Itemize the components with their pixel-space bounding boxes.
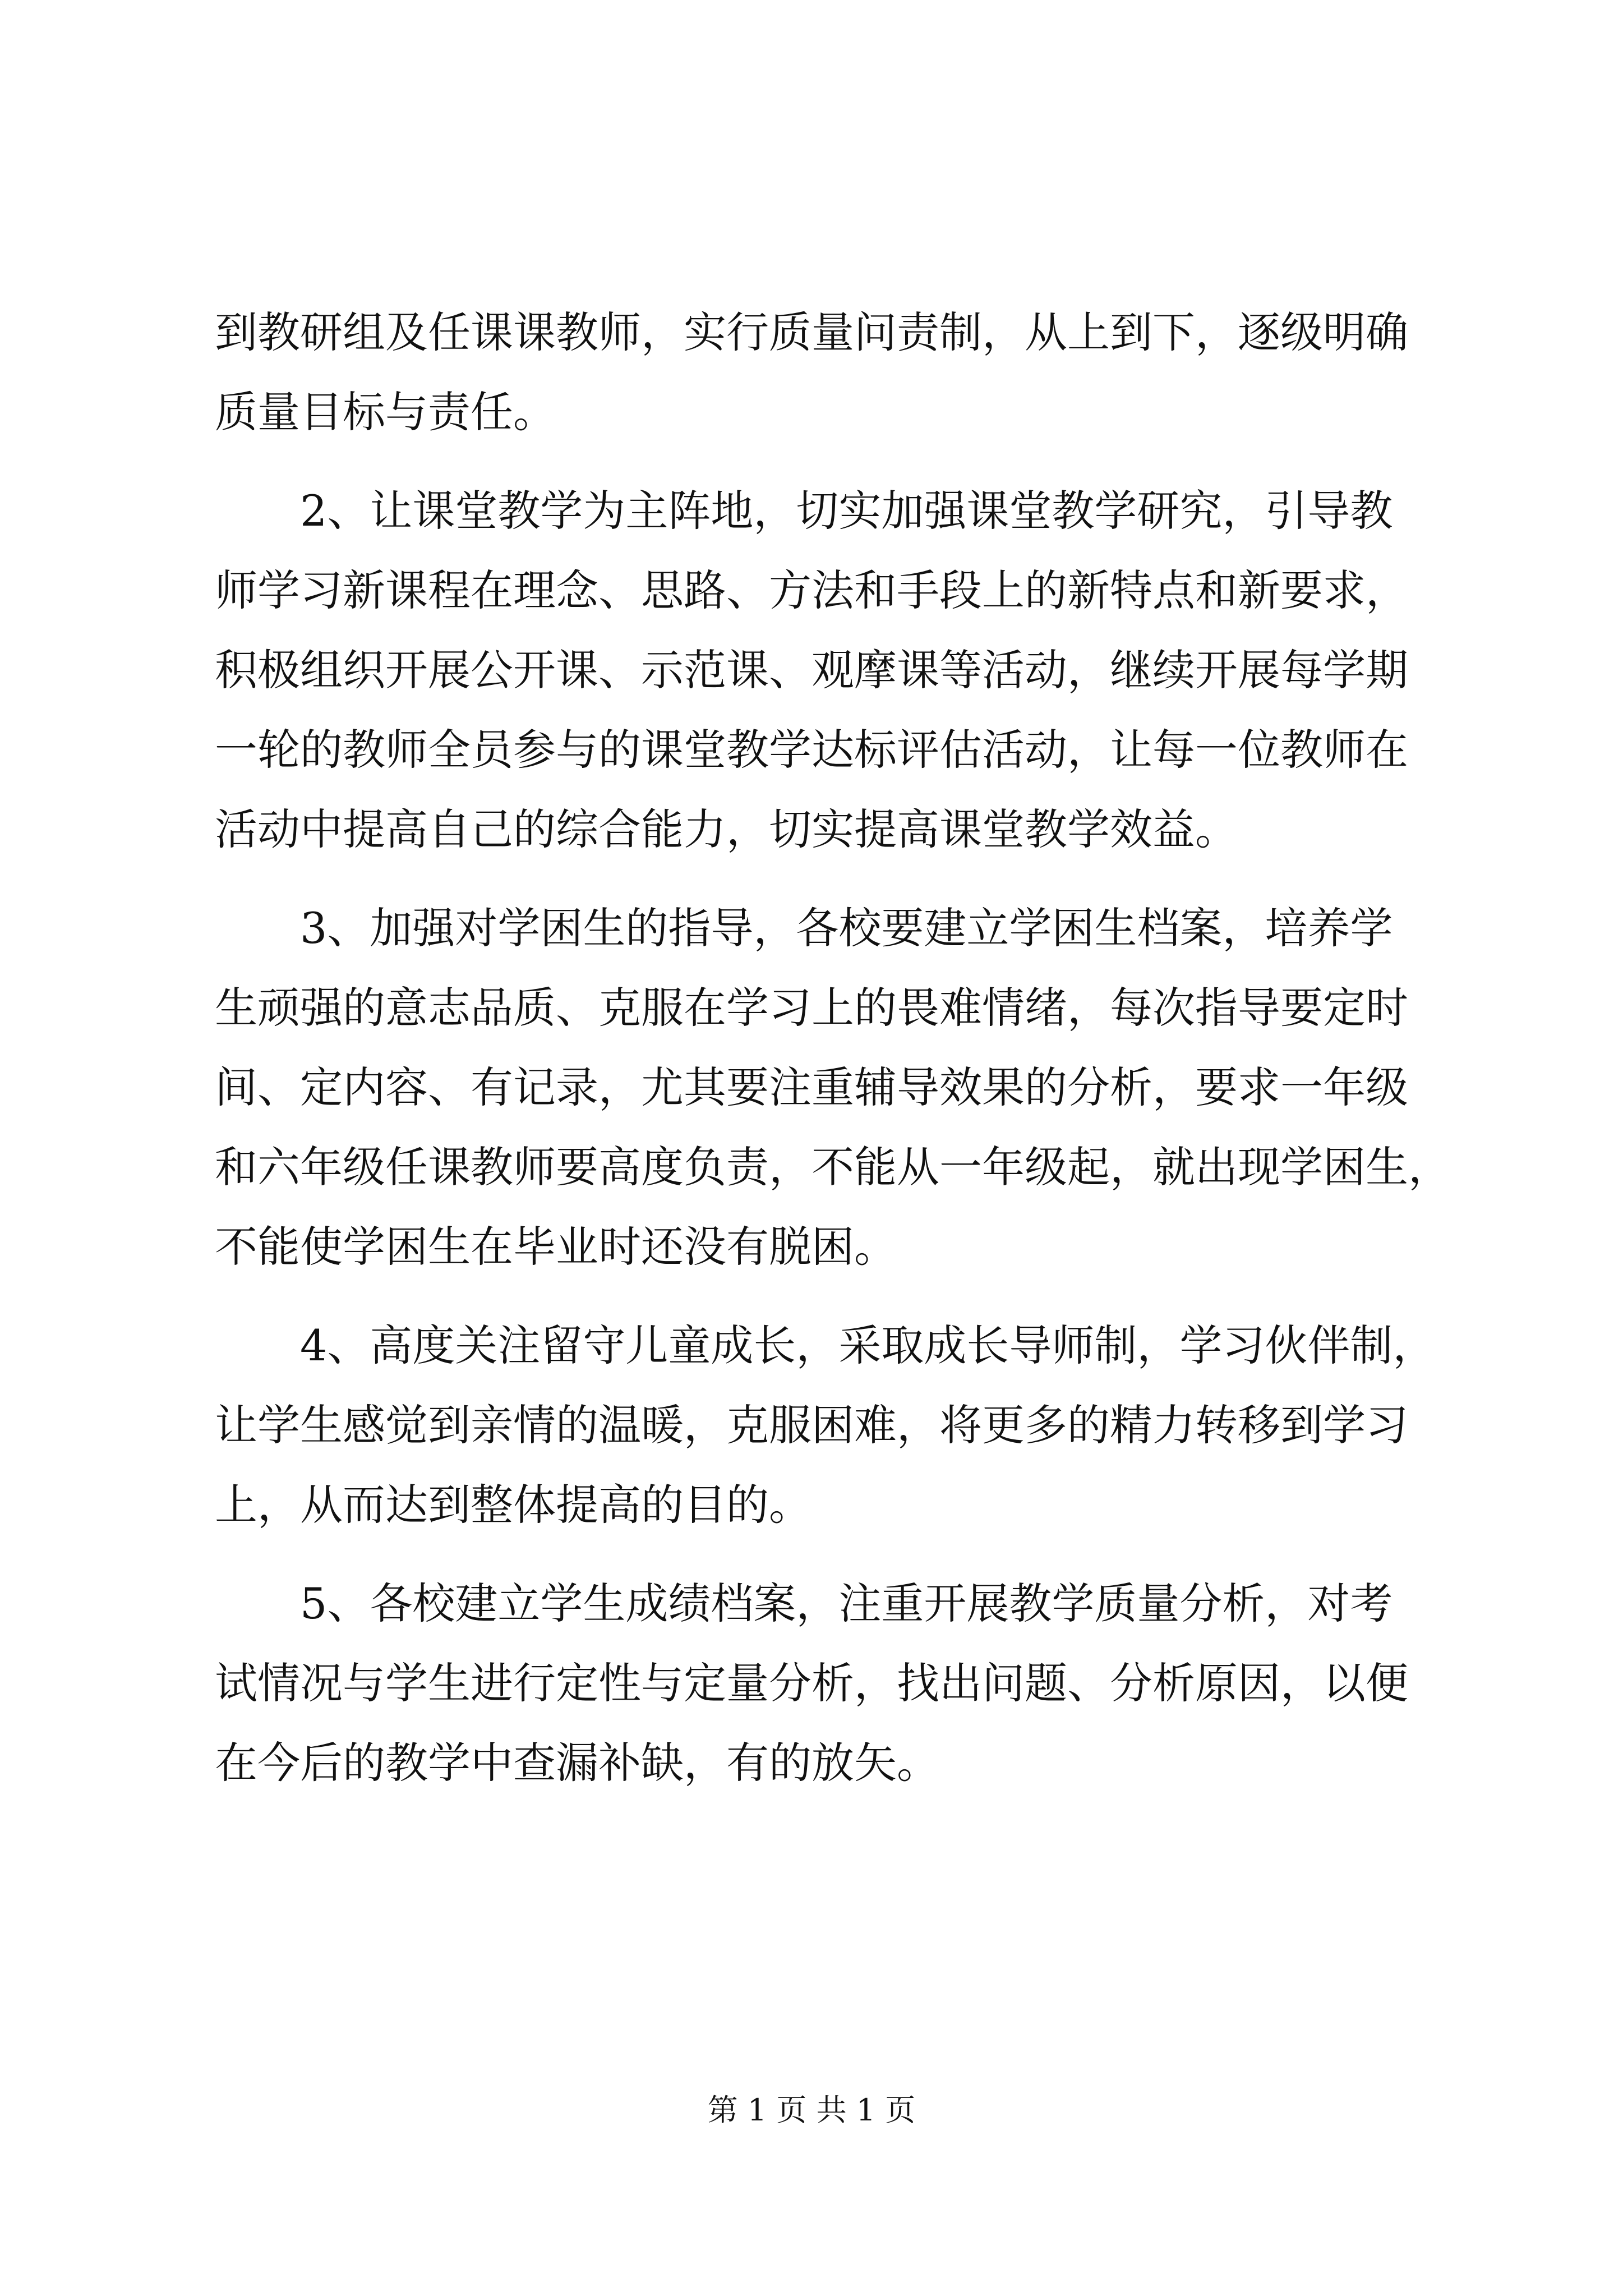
page-footer: 第 1 页 共 1 页 <box>707 2092 916 2128</box>
text-line: 让学生感觉到亲情的温暖，克服困难，将更多的精力转移到学习 <box>215 1400 1408 1450</box>
text-line: 试情况与学生进行定性与定量分析，找出问题、分析原因，以便 <box>215 1658 1408 1708</box>
text-line: 不能使学困生在毕业时还没有脱困。 <box>215 1222 897 1272</box>
text-line: 一轮的教师全员参与的课堂教学达标评估活动，让每一位教师在 <box>215 725 1408 775</box>
text-line: 在今后的教学中查漏补缺，有的放矢。 <box>215 1738 939 1788</box>
text-line: 积极组织开展公开课、示范课、观摩课等活动，继续开展每学期 <box>215 645 1408 695</box>
paragraph-5-first-line: 5、各校建立学生成绩档案，注重开展教学质量分析，对考 <box>300 1579 1393 1628</box>
paragraph-3-first-line: 3、加强对学困生的指导，各校要建立学困生档案，培养学 <box>300 903 1393 953</box>
text-line: 间、定内容、有记录，尤其要注重辅导效果的分析，要求一年级 <box>215 1062 1408 1112</box>
text-line: 师学习新课程在理念、思路、方法和手段上的新特点和新要求， <box>215 565 1408 615</box>
text-line: 活动中提高自己的综合能力，切实提高课堂教学效益。 <box>215 804 1238 854</box>
text-line: 生顽强的意志品质、克服在学习上的畏难情绪，每次指导要定时 <box>215 983 1408 1033</box>
text-line: 到教研组及任课课教师，实行质量问责制，从上到下，逐级明确 <box>215 307 1408 357</box>
text-line: 质量目标与责任。 <box>215 387 556 437</box>
text-line: 上，从而达到整体提高的目的。 <box>215 1480 811 1530</box>
paragraph-2-first-line: 2、让课堂教学为主阵地，切实加强课堂教学研究，引导教 <box>300 486 1393 536</box>
text-line: 和六年级任课教师要高度负责，不能从一年级起，就出现学困生， <box>215 1142 1451 1192</box>
paragraph-4-first-line: 4、高度关注留守儿童成长，采取成长导师制，学习伙伴制， <box>300 1320 1436 1370</box>
